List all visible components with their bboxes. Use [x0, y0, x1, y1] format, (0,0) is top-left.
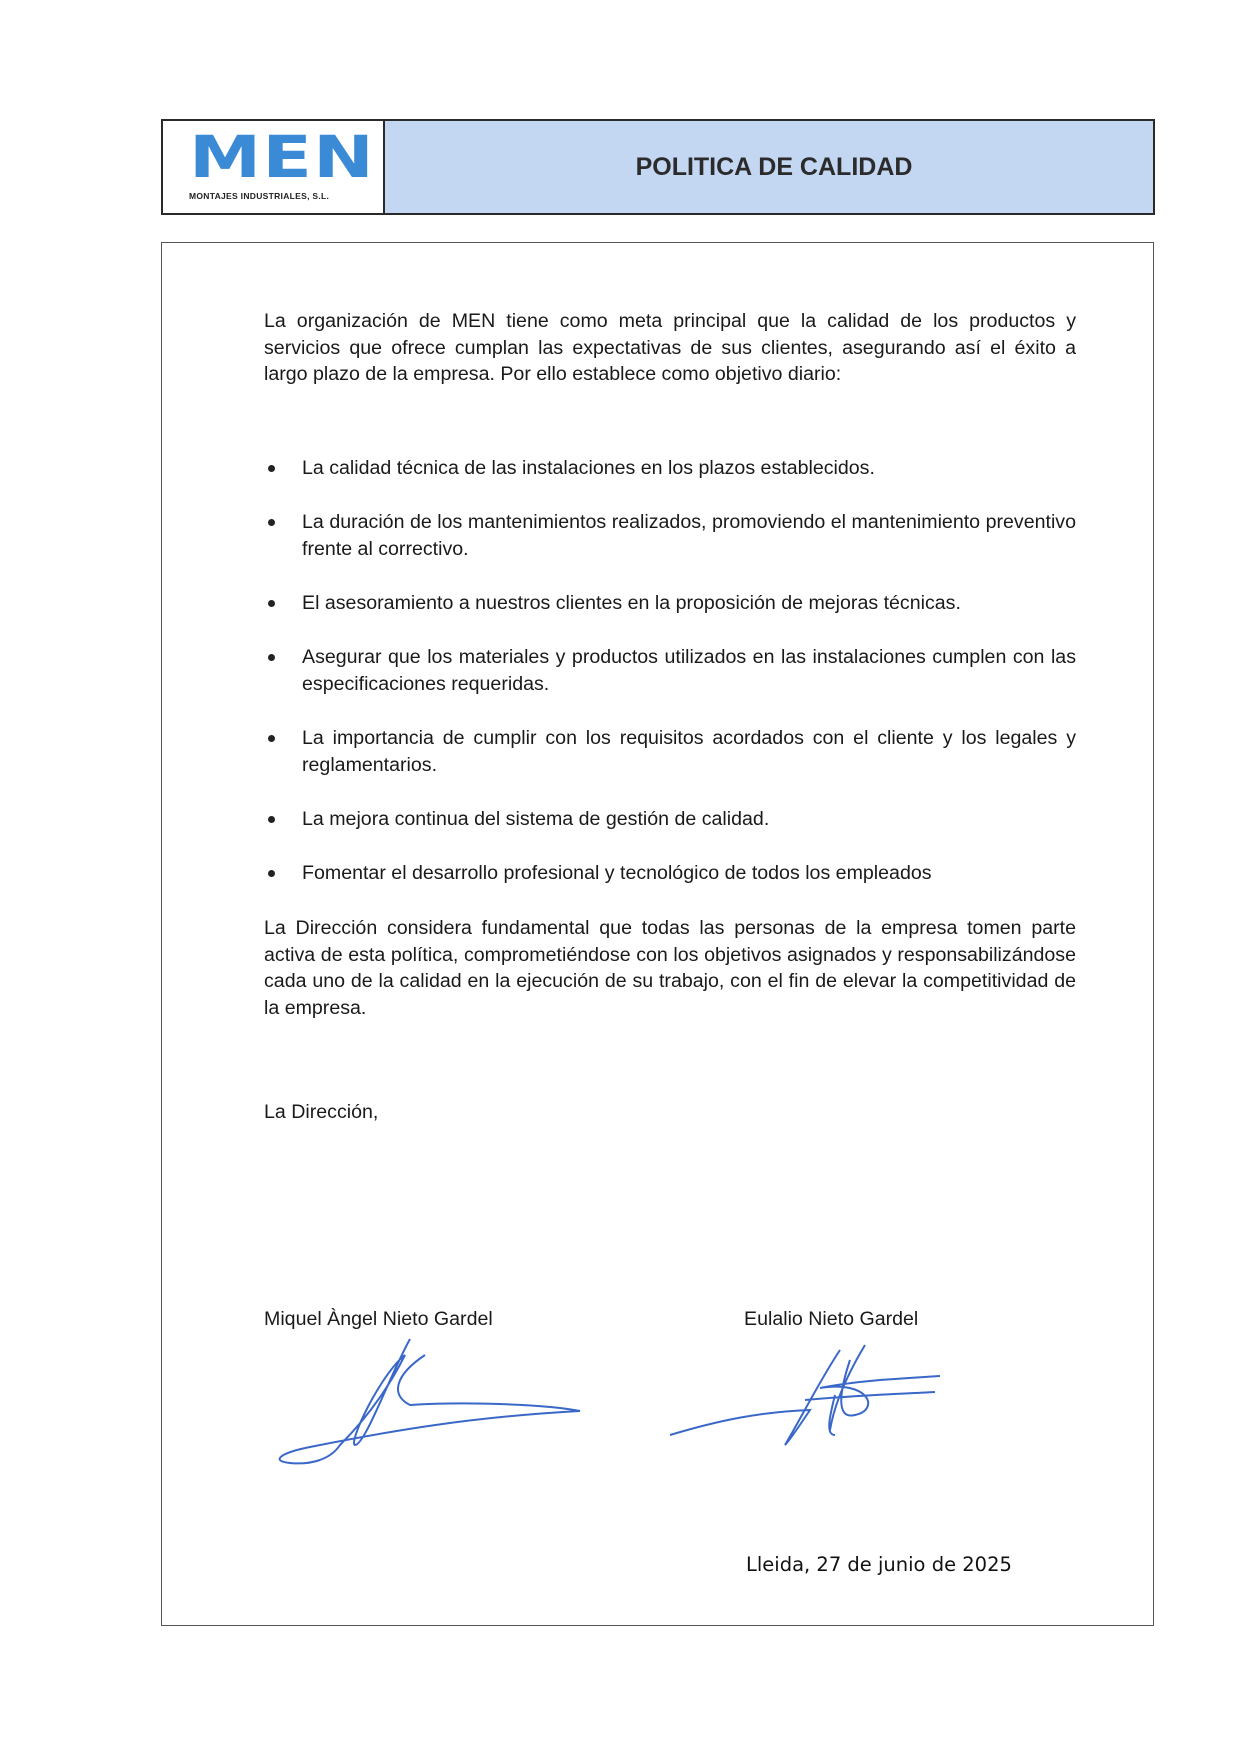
bullet-icon	[268, 600, 275, 607]
bullet-item	[264, 806, 1076, 833]
signatory-name: Eulalio Nieto Gardel	[744, 1308, 919, 1330]
bullet-text: La calidad técnica de las instalaciones en los plazos establecidos.	[302, 457, 875, 479]
bullet-icon	[268, 654, 275, 661]
bullet-icon	[268, 870, 275, 877]
bullet-text: Asegurar que los materiales y productos utilizados en las instalaciones cumplen con las especificaciones requeridas.	[302, 646, 1076, 695]
company-logo	[163, 121, 385, 213]
title-cell	[385, 121, 1153, 213]
signature-image	[660, 1340, 950, 1450]
bullet-item	[264, 725, 1076, 778]
logo-subtitle: MONTAJES INDUSTRIALES, S.L.	[189, 191, 330, 201]
bullet-icon	[268, 519, 275, 526]
bullet-item	[264, 644, 1076, 697]
bullet-text: Fomentar el desarrollo profesional y tecnológico de todos los empleados	[302, 862, 932, 884]
bullet-item	[264, 509, 1076, 562]
signature-image	[270, 1335, 600, 1465]
bullet-icon	[268, 735, 275, 742]
bullet-icon	[268, 465, 275, 472]
bullet-icon	[268, 816, 275, 823]
bullet-text: La duración de los mantenimientos realizados, promoviendo el mantenimiento preventivo frente al correctivo.	[302, 511, 1076, 560]
closing-paragraph: La Dirección considera fundamental que todas las personas de la empresa tomen parte activa de esta política, comprometiéndose con los objetivos asignados y responsabilizándose cada uno de la calidad en la ejecución de su trabajo, con el fin de elevar la competitividad de la empresa.	[264, 917, 1076, 1019]
document-header	[161, 119, 1155, 215]
document-title: POLITICA DE CALIDAD	[635, 152, 913, 181]
bullet-text: La mejora continua del sistema de gestión de calidad.	[302, 808, 770, 830]
signoff: La Dirección,	[264, 1101, 379, 1123]
bullet-item	[264, 860, 1076, 887]
bullet-item	[264, 590, 1076, 617]
bullet-item	[264, 455, 1076, 482]
logo-men-text: MEN	[189, 123, 376, 191]
bullet-text: El asesoramiento a nuestros clientes en la proposición de mejoras técnicas.	[302, 592, 961, 614]
signatory-name: Miquel Àngel Nieto Gardel	[264, 1308, 493, 1330]
intro-paragraph: La organización de MEN tiene como meta principal que la calidad de los productos y servicios que ofrece cumplan las expectativas de sus clientes, asegurando así el éxito a largo plazo de la empresa. Por ello establece como objetivo diario:	[264, 310, 1076, 385]
date-line: Lleida, 27 de junio de 2025	[746, 1553, 1012, 1576]
bullet-text: La importancia de cumplir con los requisitos acordados con el cliente y los legales y reglamentarios.	[302, 727, 1076, 776]
